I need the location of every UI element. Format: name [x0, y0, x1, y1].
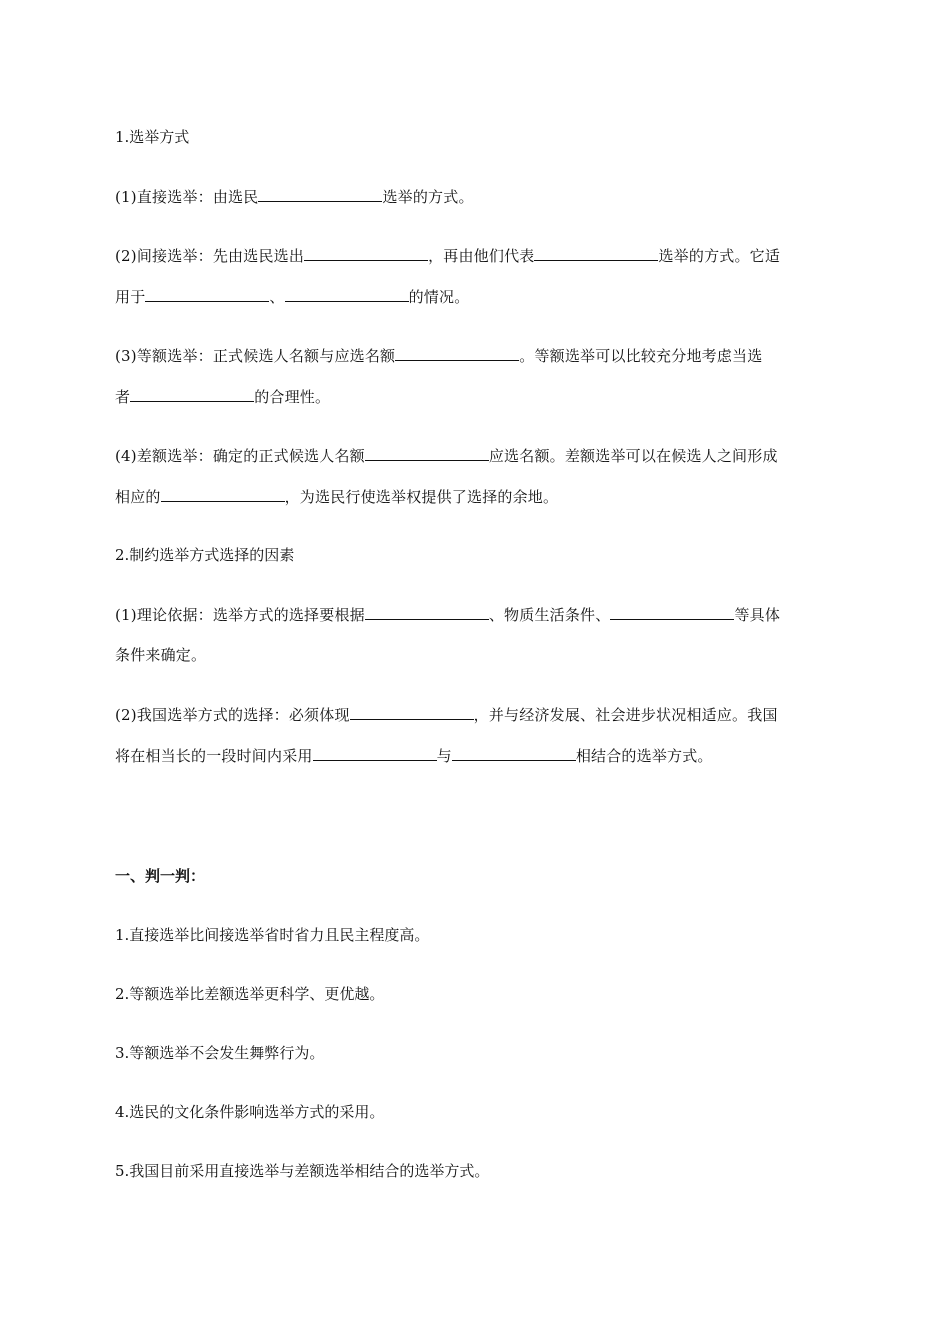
text-line	[115, 185, 835, 207]
heading-constraining-factors: 2.制约选举方式选择的因素	[115, 546, 295, 564]
item-indirect-election	[115, 244, 835, 307]
text-run: 的合理性。	[254, 388, 331, 406]
fill-in-blank[interactable]	[452, 744, 576, 761]
fill-in-blank[interactable]	[534, 244, 658, 261]
text-run: 。等额选举可以比较充分地考虑当选	[519, 347, 763, 365]
text-run: ，并与经济发展、社会进步状况相适应。我国	[473, 706, 778, 724]
text-line	[115, 744, 835, 766]
text-run: 用于	[115, 288, 146, 306]
item-china-choice	[115, 703, 835, 766]
section-election-methods	[115, 126, 835, 507]
statement-item: 1.直接选举比间接选举省时省力且民主程度高。	[115, 926, 430, 944]
section-constraining-factors	[115, 544, 835, 766]
text-run: 选举的方式。它适	[658, 247, 781, 265]
text-line	[115, 244, 835, 266]
text-run: 、	[269, 288, 285, 306]
fill-in-blank[interactable]	[130, 385, 254, 402]
item-competitive-election	[115, 444, 835, 507]
fill-in-blank[interactable]	[285, 285, 409, 302]
text-line	[115, 603, 835, 625]
text-line	[115, 485, 835, 507]
text-line	[115, 444, 835, 466]
text-run: 者	[115, 388, 131, 406]
text-run: 将在相当长的一段时间内采用	[115, 747, 313, 765]
text-run: ，为选民行使选举权提供了选择的余地。	[284, 488, 559, 506]
text-run: 应选名额。差额选举可以在候选人之间形成	[488, 447, 778, 465]
fill-in-blank[interactable]	[365, 603, 489, 620]
text-line	[115, 285, 835, 307]
text-run: 与	[436, 747, 452, 765]
text-run: (2)我国选举方式的选择：必须体现	[115, 706, 350, 724]
fill-in-blank[interactable]	[161, 485, 285, 502]
text-run: (2)间接选举：先由选民选出	[115, 247, 305, 265]
text-run: 条件来确定。	[115, 646, 207, 664]
text-run: (4)差额选举：确定的正式候选人名额	[115, 447, 365, 465]
statement-item: 3.等额选举不会发生舞弊行为。	[115, 1044, 325, 1062]
text-run: 相应的	[115, 488, 161, 506]
heading-election-methods: 1.选举方式	[115, 128, 190, 146]
fill-in-blank[interactable]	[350, 703, 474, 720]
fill-in-blank[interactable]	[365, 444, 489, 461]
statement-item: 5.我国目前采用直接选举与差额选举相结合的选举方式。	[115, 1162, 490, 1180]
text-line	[115, 344, 835, 366]
statement-item: 4.选民的文化条件影响选举方式的采用。	[115, 1103, 385, 1121]
true-false-title: 一、判一判：	[115, 867, 206, 885]
item-direct-election	[115, 185, 835, 207]
item-theoretical-basis	[115, 603, 835, 666]
section-spacer	[115, 803, 835, 865]
text-run: (3)等额选举：正式候选人名额与应选名额	[115, 347, 396, 365]
text-run: (1)理论依据：选举方式的选择要根据	[115, 606, 365, 624]
fill-in-blank[interactable]	[610, 603, 734, 620]
text-run: 的情况。	[408, 288, 470, 306]
fill-in-blank[interactable]	[145, 285, 269, 302]
text-run: 选举的方式。	[382, 188, 474, 206]
text-line	[115, 385, 835, 407]
fill-in-blank[interactable]	[313, 744, 437, 761]
text-run: (1)直接选举：由选民	[115, 188, 259, 206]
item-equal-number-election	[115, 344, 835, 407]
text-run: 相结合的选举方式。	[575, 747, 713, 765]
text-line	[115, 644, 835, 666]
document-page	[115, 126, 835, 1219]
text-run: 等具体	[734, 606, 781, 624]
fill-in-blank[interactable]	[258, 185, 382, 202]
text-line	[115, 703, 835, 725]
section-true-false	[115, 865, 835, 1182]
statement-item: 2.等额选举比差额选举更科学、更优越。	[115, 985, 385, 1003]
text-run: ，再由他们代表	[428, 247, 535, 265]
fill-in-blank[interactable]	[395, 344, 519, 361]
text-run: 、物质生活条件、	[488, 606, 611, 624]
fill-in-blank[interactable]	[304, 244, 428, 261]
